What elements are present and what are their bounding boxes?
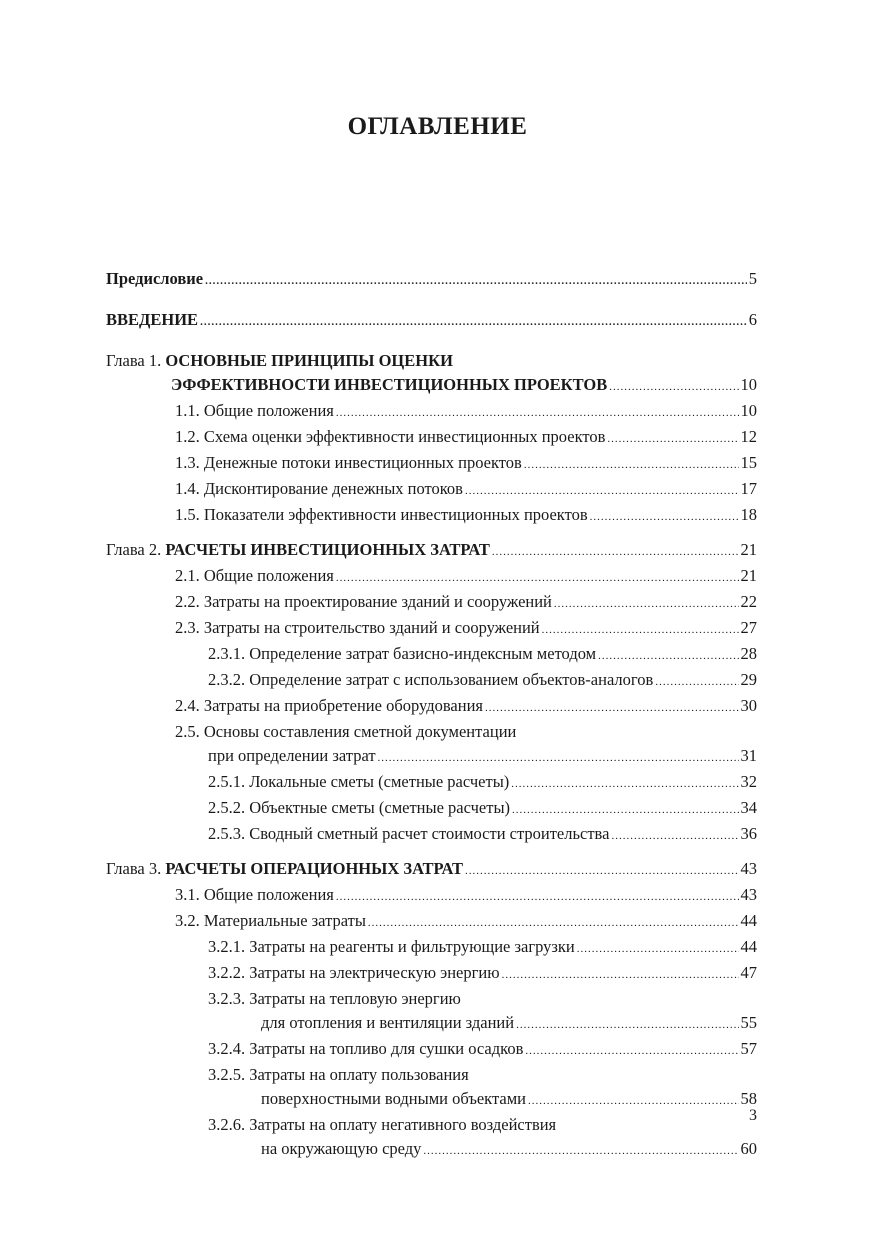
toc-section-2-3[interactable] — [106, 616, 757, 642]
toc-page-number: 5 — [748, 269, 757, 288]
toc-entry-label: 3.2. Материальные затраты — [175, 911, 366, 930]
toc-chapter-1-title-cont[interactable] — [106, 373, 757, 399]
toc-entry-label: 1.1. Общие положения — [175, 401, 334, 420]
toc-entry-label: 2.2. Затраты на проектирование зданий и сооружений — [175, 592, 552, 611]
toc-page-number: 10 — [740, 375, 757, 394]
toc-section-3-2-1[interactable] — [106, 935, 757, 961]
dot-leader — [609, 375, 738, 399]
toc-page-number: 12 — [740, 427, 757, 446]
dot-leader — [554, 592, 739, 616]
dot-leader — [524, 453, 739, 477]
toc-section-3-1[interactable] — [106, 883, 757, 909]
toc-entry-label: 3.2.4. Затраты на топливо для сушки осадков — [208, 1039, 524, 1058]
toc-page-number: 27 — [740, 618, 757, 637]
toc-page-number: 17 — [740, 479, 757, 498]
toc-section-3-2[interactable] — [106, 909, 757, 935]
toc-entry-intro[interactable] — [106, 308, 757, 334]
dot-leader — [607, 427, 738, 451]
dot-leader — [378, 746, 739, 770]
dot-leader — [502, 963, 739, 987]
toc-section-1-2[interactable] — [106, 425, 757, 451]
toc-entry-label: 2.5.3. Сводный сметный расчет стоимости строительства — [208, 824, 610, 843]
toc-section-2-2[interactable] — [106, 590, 757, 616]
toc-page-number: 36 — [740, 824, 757, 843]
toc-entry-label: 1.5. Показатели эффективности инвестиционных проектов — [175, 505, 588, 524]
toc-entry-label: 1.2. Схема оценки эффективности инвестиционных проектов — [175, 427, 606, 446]
toc-section-2-5-heading[interactable]: 2.5. Основы составления сметной документации — [175, 722, 517, 741]
toc-entry-label: 1.4. Дисконтирование денежных потоков — [175, 479, 463, 498]
chapter-prefix: Глава 1. — [106, 351, 162, 370]
toc-entry-label: 2.3.1. Определение затрат базисно-индексным методом — [208, 644, 597, 663]
toc-entry-label: 3.2.1. Затраты на реагенты и фильтрующие загрузки — [208, 937, 575, 956]
toc-page-number: 44 — [740, 911, 757, 930]
dot-leader — [368, 911, 739, 935]
dot-leader — [485, 696, 739, 720]
toc-page-number: 32 — [740, 772, 757, 791]
toc-entry-label: 2.3. Затраты на строительство зданий и сооружений — [175, 618, 540, 637]
toc-section-1-4[interactable] — [106, 477, 757, 503]
dot-leader — [611, 824, 738, 848]
toc-entry-label: при определении затрат — [208, 746, 376, 765]
toc-page-number: 21 — [740, 566, 757, 585]
toc-section-3-2-2[interactable] — [106, 961, 757, 987]
toc-page-number: 31 — [740, 746, 757, 765]
toc-entry-label: 2.4. Затраты на приобретение оборудования — [175, 696, 483, 715]
toc-section-3-2-6-cont[interactable] — [106, 1137, 757, 1163]
toc-page-number: 57 — [740, 1039, 757, 1058]
toc-section-1-5[interactable] — [106, 503, 757, 529]
toc-section-2-3-2[interactable] — [106, 668, 757, 694]
chapter-prefix: Глава 3. — [106, 859, 162, 878]
toc-page-number: 21 — [740, 540, 757, 559]
toc-entry-label: на окружающую среду — [261, 1139, 422, 1158]
toc-section-3-2-6-heading[interactable]: 3.2.6. Затраты на оплату негативного воздействия — [208, 1115, 557, 1134]
toc-page-number: 18 — [740, 505, 757, 524]
toc-page-number: 47 — [740, 963, 757, 982]
dot-leader — [465, 859, 739, 883]
toc-page-number: 10 — [740, 401, 757, 420]
toc-page-number: 55 — [740, 1013, 757, 1032]
toc-section-3-2-4[interactable] — [106, 1037, 757, 1063]
toc-chapter-1-heading[interactable] — [106, 349, 757, 373]
toc-section-2-4[interactable] — [106, 694, 757, 720]
toc-entry-preface[interactable] — [106, 267, 757, 293]
dot-leader — [598, 644, 738, 668]
toc-section-2-5-1[interactable] — [106, 770, 757, 796]
toc-section-1-3[interactable] — [106, 451, 757, 477]
dot-leader — [200, 310, 747, 334]
dot-leader — [423, 1139, 738, 1163]
toc-section-2-5-cont[interactable] — [106, 744, 757, 770]
dot-leader — [525, 1039, 738, 1063]
chapter-title: РАСЧЕТЫ ОПЕРАЦИОННЫХ ЗАТРАТ — [165, 859, 463, 878]
chapter-title: ОСНОВНЫЕ ПРИНЦИПЫ ОЦЕНКИ — [165, 351, 453, 370]
toc-page-number: 43 — [740, 885, 757, 904]
dot-leader — [577, 937, 739, 961]
toc-page-number: 6 — [748, 310, 757, 329]
toc-entry-label: Предисловие — [106, 269, 204, 288]
toc-section-3-2-3-heading[interactable]: 3.2.3. Затраты на тепловую энергию — [208, 989, 461, 1008]
dot-leader — [336, 885, 739, 909]
toc-page-number: 60 — [740, 1139, 757, 1158]
toc-entry-label: 2.5.2. Объектные сметы (сметные расчеты) — [208, 798, 511, 817]
page-title: ОГЛАВЛЕНИЕ — [347, 113, 528, 140]
toc-section-2-1[interactable] — [106, 564, 757, 590]
toc-entry-label: 3.2.2. Затраты на электрическую энергию — [208, 963, 500, 982]
toc-chapter-2-heading[interactable] — [106, 538, 757, 564]
dot-leader — [511, 772, 738, 796]
toc-section-2-5-2[interactable] — [106, 796, 757, 822]
chapter-prefix: Глава 2. — [106, 540, 162, 559]
toc-page-number: 44 — [740, 937, 757, 956]
dot-leader — [516, 1013, 738, 1037]
toc-page-number: 30 — [740, 696, 757, 715]
toc-entry-label: поверхностными водными объектами — [261, 1089, 526, 1108]
toc-page-number: 43 — [740, 859, 757, 878]
chapter-heading — [106, 857, 463, 881]
toc-page-number: 22 — [740, 592, 757, 611]
toc-entry-label: ВВЕДЕНИЕ — [106, 310, 199, 329]
toc-entry-label: 2.5.1. Локальные сметы (сметные расчеты) — [208, 772, 510, 791]
toc-entry-label: 3.1. Общие положения — [175, 885, 334, 904]
toc-entry-label: 2.1. Общие положения — [175, 566, 334, 585]
toc-page-number: 29 — [740, 670, 757, 689]
toc-page-number: 58 — [740, 1089, 757, 1108]
dot-leader — [205, 269, 747, 293]
dot-leader — [512, 798, 738, 822]
dot-leader — [655, 670, 738, 694]
dot-leader — [528, 1089, 739, 1113]
dot-leader — [492, 540, 739, 564]
toc-section-3-2-3-cont[interactable] — [106, 1011, 757, 1037]
toc-chapter-3-heading[interactable] — [106, 857, 757, 883]
toc-section-2-5-3[interactable] — [106, 822, 757, 848]
page-number: 3 — [749, 1107, 757, 1124]
dot-leader — [465, 479, 739, 503]
table-of-contents — [106, 267, 757, 1163]
dot-leader — [336, 401, 739, 425]
chapter-title: ЭФФЕКТИВНОСТИ ИНВЕСТИЦИОННЫХ ПРОЕКТОВ — [171, 375, 608, 394]
chapter-title: РАСЧЕТЫ ИНВЕСТИЦИОННЫХ ЗАТРАТ — [165, 540, 490, 559]
dot-leader — [542, 618, 739, 642]
toc-entry-label: 1.3. Денежные потоки инвестиционных проектов — [175, 453, 522, 472]
chapter-heading — [106, 538, 490, 562]
toc-entry-label: 2.3.2. Определение затрат с использованием объектов-аналогов — [208, 670, 654, 689]
toc-section-3-2-5-heading[interactable]: 3.2.5. Затраты на оплату пользования — [208, 1065, 469, 1084]
dot-leader — [590, 505, 739, 529]
toc-section-2-3-1[interactable] — [106, 642, 757, 668]
toc-entry-label: для отопления и вентиляции зданий — [261, 1013, 515, 1032]
toc-page-number: 15 — [740, 453, 757, 472]
toc-page-number: 34 — [740, 798, 757, 817]
dot-leader — [336, 566, 739, 590]
toc-section-3-2-5-cont[interactable] — [106, 1087, 757, 1113]
toc-section-1-1[interactable] — [106, 399, 757, 425]
toc-page-number: 28 — [740, 644, 757, 663]
